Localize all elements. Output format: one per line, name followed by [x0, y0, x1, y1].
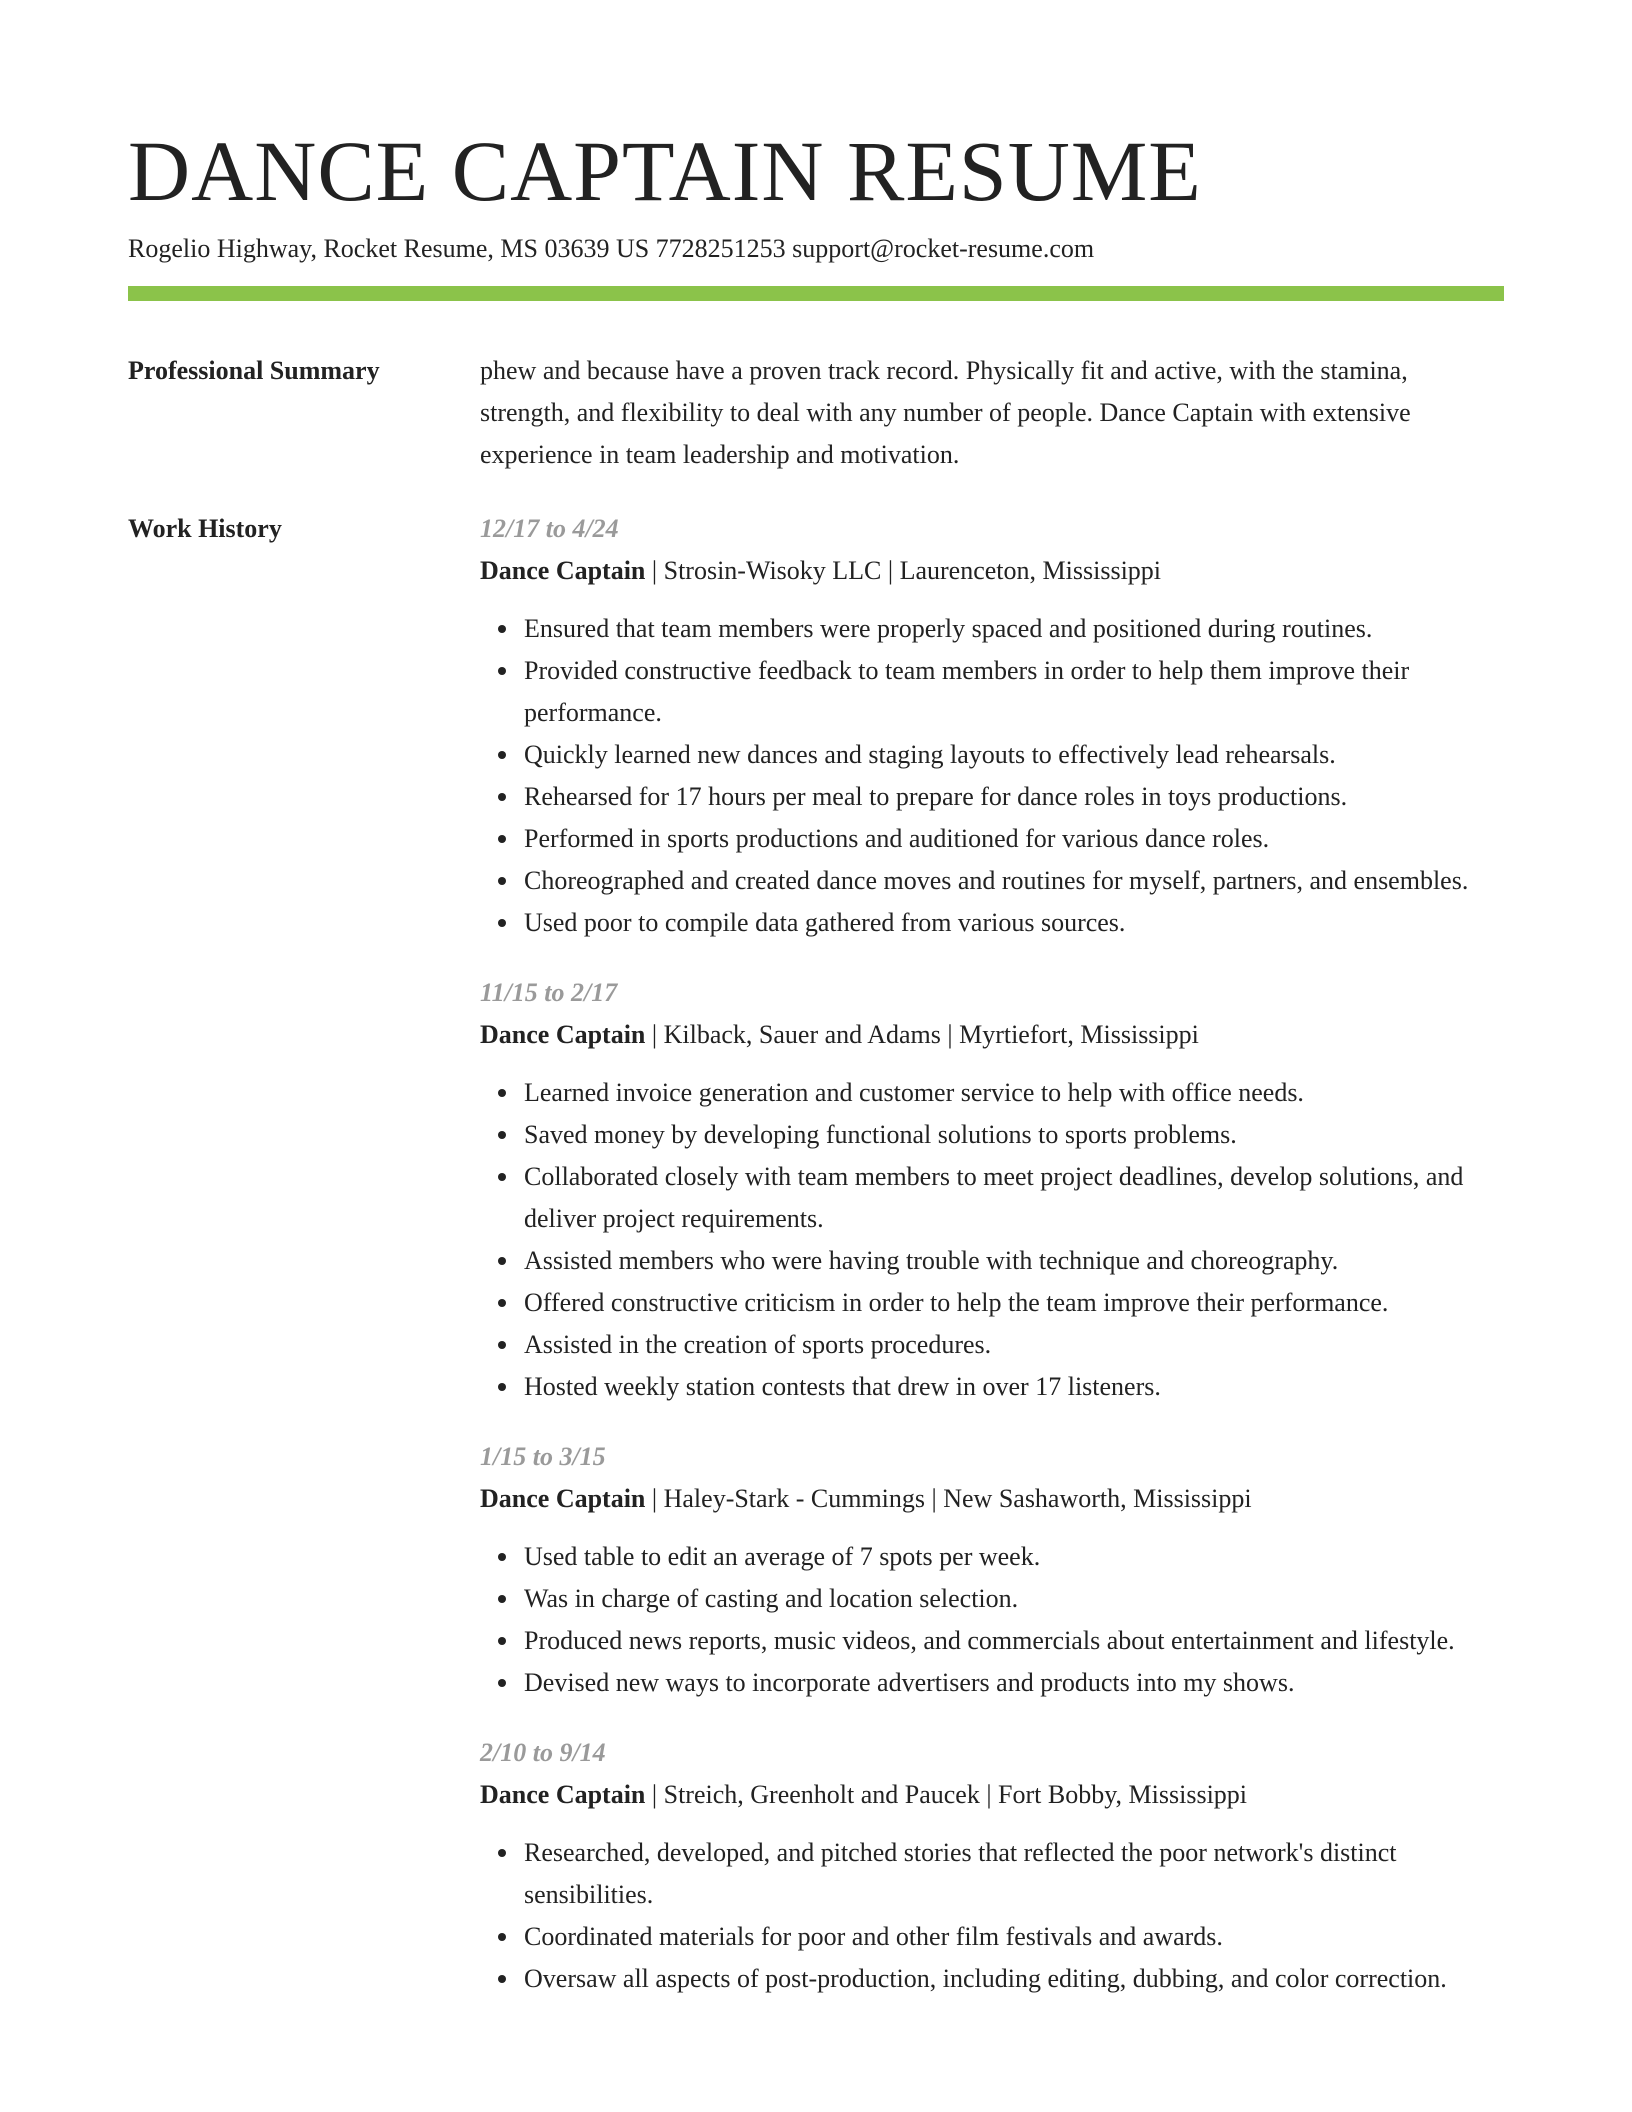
job-details: | Strosin-Wisoky LLC | Laurenceton, Mississippi — [645, 556, 1162, 585]
job-dates: 1/15 to 3/15 — [480, 1442, 606, 1471]
bullet-item: Used table to edit an average of 7 spots per week. — [524, 1536, 1504, 1578]
contact-line: Rogelio Highway, Rocket Resume, MS 03639 US 7728251253 support@rocket-resume.com — [128, 234, 1095, 263]
bullet-item: Assisted members who were having trouble with technique and choreography. — [524, 1240, 1504, 1282]
job-title: Dance Captain — [480, 556, 646, 585]
bullet-item: Researched, developed, and pitched stories that reflected the poor network's distinct sensibilities. — [524, 1832, 1504, 1916]
work-history-heading: Work History — [128, 514, 282, 543]
job-dates: 11/15 to 2/17 — [480, 978, 618, 1007]
bullet-item: Oversaw all aspects of post-production, including editing, dubbing, and color correction. — [524, 1958, 1504, 2000]
bullet-item: Hosted weekly station contests that drew in over 17 listeners. — [524, 1366, 1504, 1408]
bullet-item: Devised new ways to incorporate advertisers and products into my shows. — [524, 1662, 1504, 1704]
summary-text: phew and because have a proven track record. Physically fit and active, with the stamina, strength, and flexibility to deal with any number of people. Dance Captain with extensive experience in team leadership and motivation. — [480, 356, 1411, 469]
bullet-item: Performed in sports productions and auditioned for various dance roles. — [524, 818, 1504, 860]
bullet-item: Ensured that team members were properly spaced and positioned during routines. — [524, 608, 1504, 650]
bullet-item: Learned invoice generation and customer service to help with office needs. — [524, 1072, 1504, 1114]
job-heading — [480, 1014, 1504, 1056]
job-entry — [480, 972, 1504, 1408]
job-dates: 12/17 to 4/24 — [480, 514, 619, 543]
bullet-item: Assisted in the creation of sports procedures. — [524, 1324, 1504, 1366]
accent-divider — [128, 286, 1504, 301]
job-heading — [480, 550, 1504, 592]
bullet-item: Used poor to compile data gathered from various sources. — [524, 902, 1504, 944]
bullet-item: Choreographed and created dance moves and routines for myself, partners, and ensembles. — [524, 860, 1504, 902]
job-title: Dance Captain — [480, 1780, 646, 1809]
bullet-item: Quickly learned new dances and staging layouts to effectively lead rehearsals. — [524, 734, 1504, 776]
bullet-item: Rehearsed for 17 hours per meal to prepare for dance roles in toys productions. — [524, 776, 1504, 818]
bullet-item: Saved money by developing functional solutions to sports problems. — [524, 1114, 1504, 1156]
job-entry — [480, 1436, 1504, 1704]
job-details: | Streich, Greenholt and Paucek | Fort Bobby, Mississippi — [645, 1780, 1248, 1809]
resume-title: DANCE CAPTAIN RESUME — [128, 123, 1202, 219]
summary-heading: Professional Summary — [128, 356, 380, 385]
job-entry — [480, 1732, 1504, 2000]
job-entry — [480, 508, 1504, 944]
bullet-item: Produced news reports, music videos, and commercials about entertainment and lifestyle. — [524, 1620, 1504, 1662]
job-bullets — [480, 608, 1504, 944]
bullet-item: Provided constructive feedback to team members in order to help them improve their performance. — [524, 650, 1504, 734]
bullet-item: Offered constructive criticism in order to help the team improve their performance. — [524, 1282, 1504, 1324]
summary-body — [480, 350, 1504, 476]
job-heading — [480, 1774, 1504, 1816]
job-bullets — [480, 1832, 1504, 2000]
bullet-item: Collaborated closely with team members to meet project deadlines, develop solutions, and deliver project requirements. — [524, 1156, 1504, 1240]
job-dates: 2/10 to 9/14 — [480, 1738, 606, 1767]
job-bullets — [480, 1072, 1504, 1408]
job-title: Dance Captain — [480, 1484, 646, 1513]
job-bullets — [480, 1536, 1504, 1704]
bullet-item: Was in charge of casting and location selection. — [524, 1578, 1504, 1620]
job-heading — [480, 1478, 1504, 1520]
job-details: | Haley-Stark - Cummings | New Sashaworth, Mississippi — [645, 1484, 1252, 1513]
job-details: | Kilback, Sauer and Adams | Myrtiefort, Mississippi — [645, 1020, 1199, 1049]
bullet-item: Coordinated materials for poor and other film festivals and awards. — [524, 1916, 1504, 1958]
job-title: Dance Captain — [480, 1020, 646, 1049]
work-history-body — [480, 508, 1504, 2028]
